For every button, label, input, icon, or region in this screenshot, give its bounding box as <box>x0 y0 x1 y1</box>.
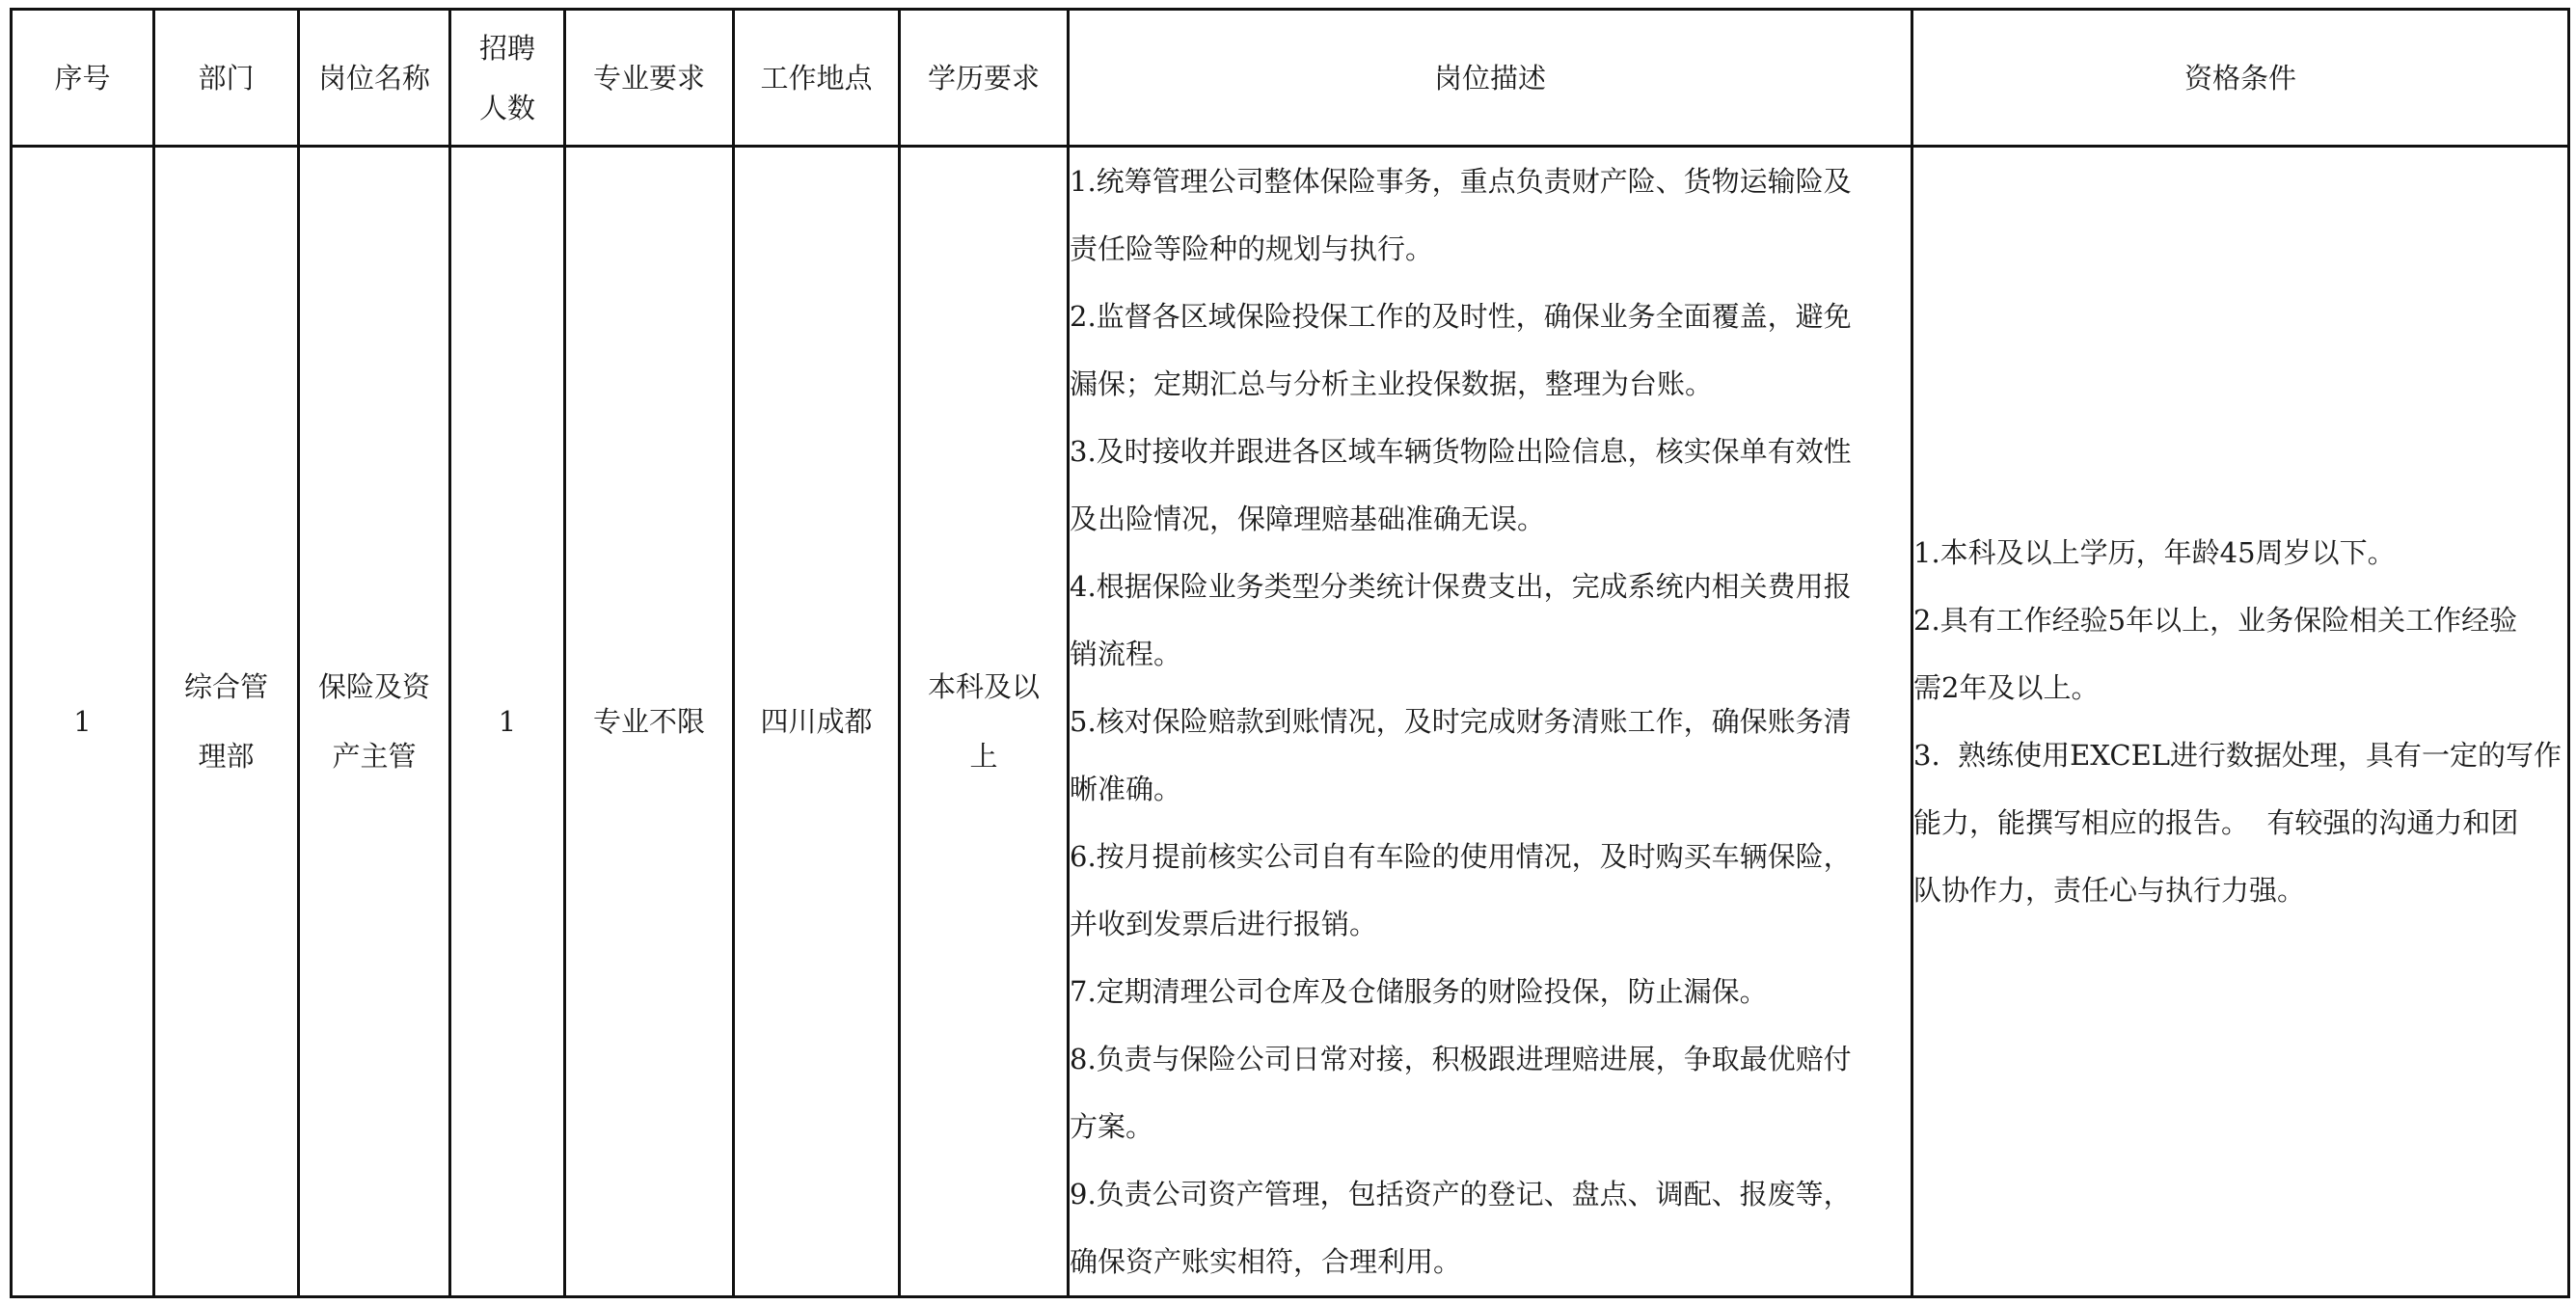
description-line: 责任险等险种的规划与执行。 <box>1070 232 1434 265</box>
description-line: 晰准确。 <box>1070 773 1182 805</box>
qualification-line: 需2年及以上。 <box>1913 671 2100 704</box>
cell-headcount: 1 <box>450 147 565 1297</box>
header-education: 学历要求 <box>900 10 1069 147</box>
cell-index: 1 <box>12 147 154 1297</box>
table-row <box>12 147 2569 1297</box>
cell-education-line2: 上 <box>969 740 998 773</box>
description-line: 确保资产账实相符，合理利用。 <box>1070 1245 1462 1278</box>
cell-position-line2: 产主管 <box>332 740 417 773</box>
cell-description <box>1069 147 1912 1297</box>
description-line: 漏保；定期汇总与分析主业投保数据，整理为台账。 <box>1070 367 1714 400</box>
description-line: 4.根据保险业务类型分类统计保费支出，完成系统内相关费用报 <box>1070 570 1852 603</box>
cell-position <box>299 147 450 1297</box>
header-headcount-line1: 招聘 <box>478 31 535 65</box>
qualification-line: 1.本科及以上学历，年龄45周岁以下。 <box>1913 536 2396 569</box>
description-line: 及出险情况，保障理赔基础准确无误。 <box>1070 503 1546 535</box>
recruitment-table <box>10 8 2570 1298</box>
cell-education <box>900 147 1069 1297</box>
header-major: 专业要求 <box>565 10 734 147</box>
header-department: 部门 <box>154 10 299 147</box>
qualification-line: 队协作力，责任心与执行力强。 <box>1913 874 2306 907</box>
header-row <box>12 10 2569 147</box>
header-location: 工作地点 <box>734 10 900 147</box>
description-line: 6.按月提前核实公司自有车险的使用情况，及时购买车辆保险， <box>1070 840 1852 873</box>
header-position: 岗位名称 <box>299 10 450 147</box>
cell-department <box>154 147 299 1297</box>
qualification-line: 2.具有工作经验5年以上，业务保险相关工作经验 <box>1913 604 2518 637</box>
qualification-line: 能力，能撰写相应的报告。 有较强的沟通力和团 <box>1913 806 2519 839</box>
description-line: 并收到发票后进行报销。 <box>1070 908 1378 940</box>
description-line: 3.及时接收并跟进各区域车辆货物险出险信息，核实保单有效性 <box>1070 435 1852 468</box>
qualification-line: 3. 熟练使用EXCEL进行数据处理，具有一定的写作 <box>1913 739 2562 772</box>
header-headcount <box>450 10 565 147</box>
description-line: 7.定期清理公司仓库及仓储服务的财险投保，防止漏保。 <box>1070 975 1768 1008</box>
header-index: 序号 <box>12 10 154 147</box>
header-description: 岗位描述 <box>1069 10 1912 147</box>
description-line: 1.统筹管理公司整体保险事务，重点负责财产险、货物运输险及 <box>1070 165 1852 198</box>
cell-education-line1: 本科及以 <box>927 670 1040 703</box>
description-line: 方案。 <box>1070 1110 1154 1143</box>
cell-department-line2: 理部 <box>198 740 255 773</box>
description-line: 8.负责与保险公司日常对接，积极跟进理赔进展，争取最优赔付 <box>1070 1043 1852 1075</box>
description-line: 2.监督各区域保险投保工作的及时性，确保业务全面覆盖，避免 <box>1070 300 1852 333</box>
cell-major: 专业不限 <box>565 147 734 1297</box>
description-line: 销流程。 <box>1070 638 1182 670</box>
header-qualifications: 资格条件 <box>1912 10 2569 147</box>
description-line: 9.负责公司资产管理，包括资产的登记、盘点、调配、报废等， <box>1070 1178 1852 1210</box>
cell-department-line1: 综合管 <box>183 670 268 703</box>
cell-location: 四川成都 <box>734 147 900 1297</box>
header-headcount-line2: 人数 <box>478 91 535 124</box>
cell-position-line1: 保险及资 <box>317 670 430 703</box>
description-line: 5.核对保险赔款到账情况，及时完成财务清账工作，确保账务清 <box>1070 705 1852 738</box>
cell-qualifications <box>1912 147 2569 1297</box>
